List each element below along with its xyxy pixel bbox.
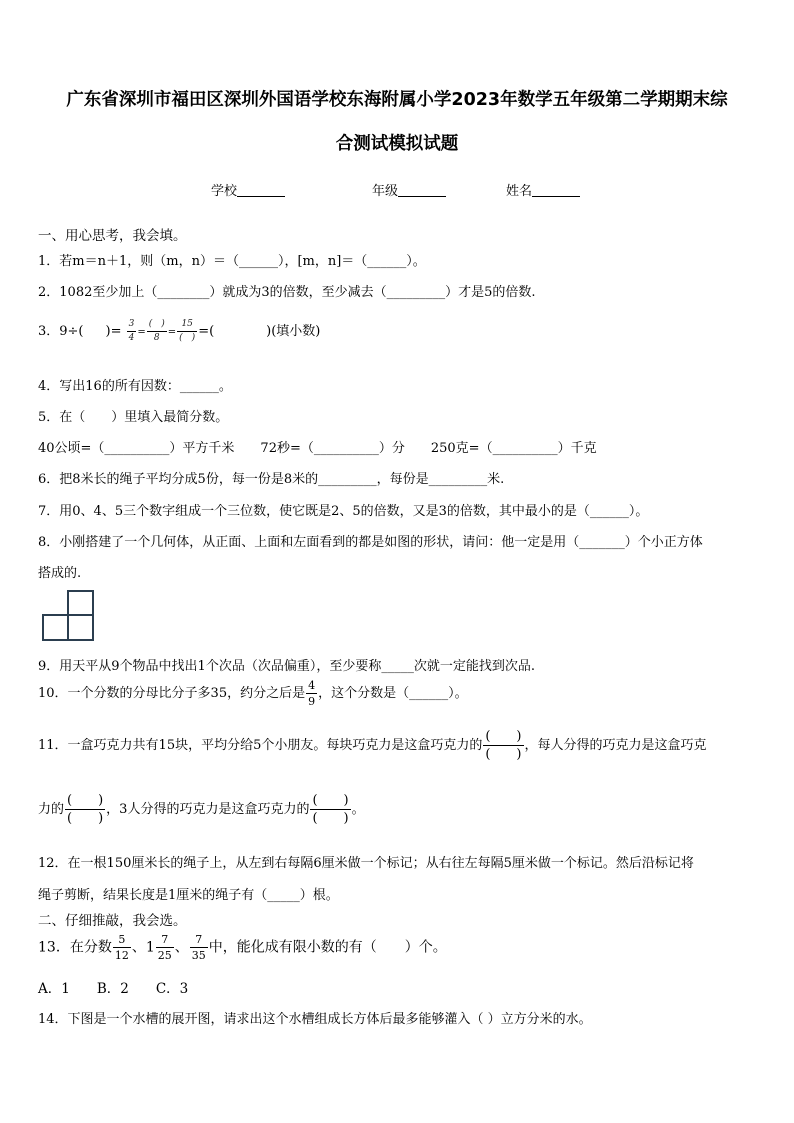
- q11-fraction-2: $\frac{( )}{( )}$: [67, 793, 104, 826]
- q11-part3: 力的: [38, 802, 65, 817]
- question-7: 7．用0、4、5三个数字组成一个三位数，使它既是2、5的倍数，又是3的倍数，其中最小的是（______）。: [38, 504, 649, 519]
- q3-eq0: )=: [105, 324, 122, 339]
- question-8-line1: 8．小刚搭建了一个几何体，从正面、上面和左面看到的都是如图的形状，请问：他一定是用（_______）个小正方体: [38, 535, 703, 550]
- question-13-options: A．1 B．2 C．3: [38, 981, 189, 997]
- question-2: 2．1082至少加上（________）就成为3的倍数，至少减去（_________）才是5的倍数.: [38, 285, 536, 300]
- question-8-line2: 搭成的.: [38, 566, 82, 581]
- school-label: 学校: [211, 184, 238, 199]
- q11-fraction-1: $\frac{( )}{( )}$: [485, 729, 522, 762]
- cube-square-top-right: [68, 591, 93, 615]
- q11-fraction-3: $\frac{( )}{( )}$: [312, 793, 349, 826]
- q13-fraction-1: $\frac{5}{12}$: [114, 933, 129, 962]
- question-4: 4．写出16的所有因数：______。: [38, 379, 232, 394]
- q11-part1: 11．一盒巧克力共有15块，平均分给5个小朋友。每块巧克力是这盒巧克力的: [38, 738, 483, 753]
- question-3: [38, 320, 320, 343]
- page-title-line2: 合测试模拟试题: [335, 134, 459, 154]
- question-12-line2: 绳子剪断，结果长度是1厘米的绳子有（_____）根。: [38, 888, 339, 903]
- q3-prefix: 3．9÷(: [38, 324, 84, 339]
- q3-suffix: =( )(填小数): [198, 324, 321, 339]
- q3-eq1: =: [137, 327, 146, 338]
- question-10: [38, 680, 468, 707]
- q3-fraction-3: $\frac{15}{( )}$: [179, 319, 196, 343]
- q13-sep2: 、: [174, 939, 189, 956]
- q13-fraction-2: $\frac{7}{25}$: [157, 933, 172, 962]
- name-blank: [532, 184, 580, 197]
- cube-square-bottom-right: [68, 615, 93, 640]
- grade-label: 年级: [372, 184, 399, 199]
- q10-fraction: $\frac{4}{9}$: [308, 679, 316, 708]
- question-12-line1: 12．在一根150厘米长的绳子上，从左到右每隔6厘米做一个标记；从右往左每隔5厘米做一个标记。然后沿标记将: [38, 856, 694, 871]
- cube-view-figure: [42, 590, 96, 642]
- q13-suffix: 中，能化成有限小数的有（ ）个。: [208, 939, 447, 956]
- q10-suffix: ，这个分数是（______）。: [318, 686, 468, 701]
- question-5: 5．在（ ）里填入最简分数。: [38, 410, 229, 425]
- question-13: [38, 934, 447, 961]
- q3-eq2: =: [167, 327, 177, 338]
- q10-prefix: 10．一个分数的分母比分子多35，约分之后是: [38, 686, 306, 701]
- question-14: 14．下图是一个水槽的展开图，请求出这个水槽组成长方体后最多能够灌入（ ）立方分米的水。: [38, 1012, 592, 1027]
- q13-sep1: 、1: [131, 939, 155, 956]
- question-1: 1．若m＝n＋1，则（m，n）＝（______），[m，n]＝（______）。: [38, 254, 426, 269]
- question-9: 9．用天平从9个物品中找出1个次品（次品偏重），至少要称_____次就一定能找到次品.: [38, 659, 535, 674]
- q3-fraction-2: $\frac{( )}{8}$: [148, 319, 165, 343]
- question-11-line2: [38, 794, 365, 825]
- q13-fraction-3: $\frac{7}{35}$: [191, 933, 206, 962]
- school-blank: [237, 184, 285, 197]
- q13-prefix: 13．在分数: [38, 939, 112, 956]
- name-field: [506, 180, 580, 199]
- question-11-line1: [38, 730, 707, 761]
- q11-part5: 。: [351, 802, 365, 817]
- cube-square-bottom-left: [43, 615, 68, 640]
- question-6: 6．把8米长的绳子平均分成5份，每一份是8米的_________，每份是_________米.: [38, 472, 505, 487]
- section-heading-choice: 二、仔细推敲，我会选。: [38, 913, 187, 929]
- question-5-conversions: 40公顷=（__________）平方千米 72秒=（__________）分 250克=（__________）千克: [38, 441, 597, 456]
- q3-fraction-1: $\frac{3}{4}$: [128, 319, 135, 343]
- page-title-line1: 广东省深圳市福田区深圳外国语学校东海附属小学2023年数学五年级第二学期期末综: [66, 90, 728, 110]
- grade-blank: [398, 184, 446, 197]
- grade-field: [372, 180, 446, 199]
- name-label: 姓名: [506, 184, 533, 199]
- q11-part4: ，3人分得的巧克力是这盒巧克力的: [106, 802, 310, 817]
- q11-part2: ，每人分得的巧克力是这盒巧克: [524, 738, 707, 753]
- section-heading-fill: 一、用心思考，我会填。: [38, 228, 187, 244]
- school-field: [211, 180, 285, 199]
